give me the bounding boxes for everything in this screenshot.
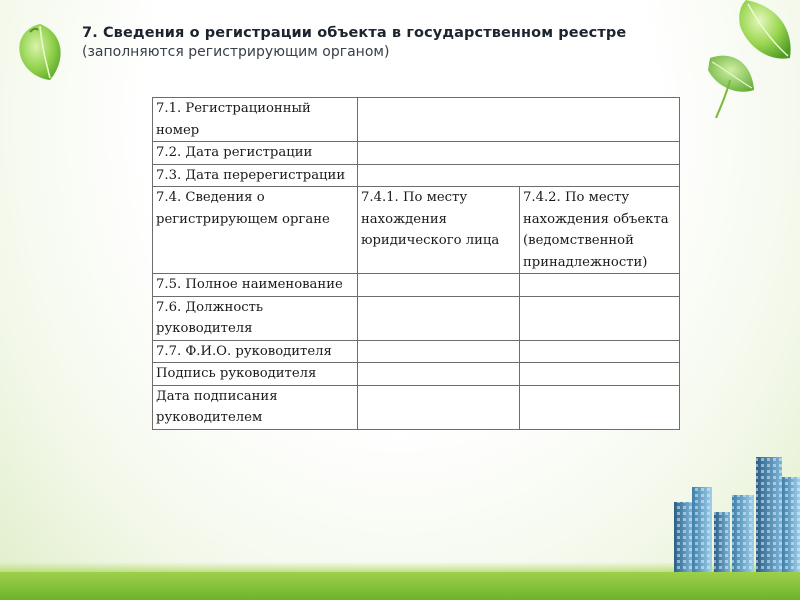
slide-subtitle: (заполняются регистрирующим органом) (82, 44, 390, 60)
row-label: 7.4. Сведения о регистрирующем органе (153, 187, 358, 274)
leaf-icon (10, 18, 70, 88)
subheader-cell: 7.4.2. По месту нахождения объекта (ведомственной принадлежности) (520, 187, 680, 274)
row-label: 7.1. Регистрационный номер (153, 98, 358, 142)
value-cell[interactable] (520, 296, 680, 340)
value-cell[interactable] (358, 142, 680, 165)
value-cell[interactable] (358, 296, 520, 340)
table-row (153, 340, 680, 363)
slide-heading (82, 25, 626, 60)
row-label: 7.2. Дата регистрации (153, 142, 358, 165)
value-cell[interactable] (358, 98, 680, 142)
value-cell[interactable] (358, 274, 520, 297)
row-label: Дата подписания руководителем (153, 385, 358, 429)
row-label: 7.3. Дата перерегистрации (153, 164, 358, 187)
table-row (153, 274, 680, 297)
slide-title: 7. Сведения о регистрации объекта в государственном реестре (82, 25, 627, 41)
value-cell[interactable] (358, 164, 680, 187)
table-row (153, 98, 680, 142)
table-row (153, 142, 680, 165)
row-label: 7.7. Ф.И.О. руководителя (153, 340, 358, 363)
city-skyline-icon (670, 457, 800, 572)
table-row (153, 363, 680, 386)
subheader-cell: 7.4.1. По месту нахождения юридического лица (358, 187, 520, 274)
table-row (153, 296, 680, 340)
registration-table (152, 97, 680, 430)
value-cell[interactable] (358, 385, 520, 429)
leaf-cluster-icon (690, 0, 800, 120)
table-row (153, 385, 680, 429)
value-cell[interactable] (520, 363, 680, 386)
value-cell[interactable] (520, 340, 680, 363)
table-row (153, 187, 680, 274)
row-label: 7.6. Должность руководителя (153, 296, 358, 340)
row-label: 7.5. Полное наименование (153, 274, 358, 297)
row-label: Подпись руководителя (153, 363, 358, 386)
value-cell[interactable] (358, 340, 520, 363)
value-cell[interactable] (358, 363, 520, 386)
value-cell[interactable] (520, 385, 680, 429)
table-row (153, 164, 680, 187)
value-cell[interactable] (520, 274, 680, 297)
bottom-green-band (0, 572, 800, 600)
